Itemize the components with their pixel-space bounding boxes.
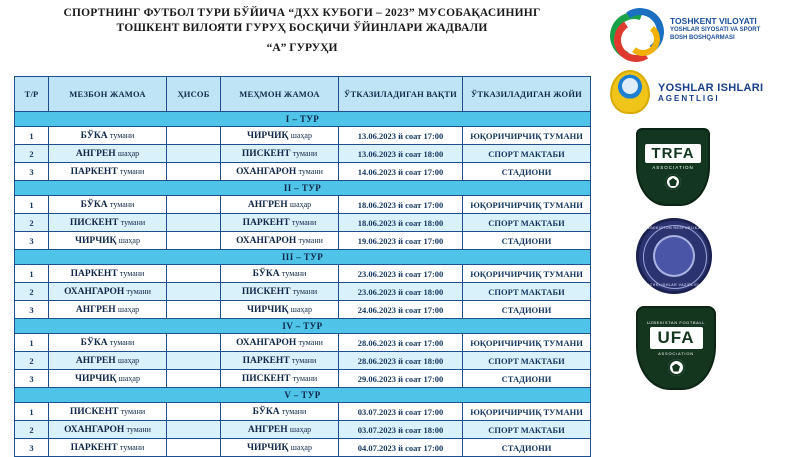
cell-no: 3 — [15, 232, 49, 250]
football-icon — [668, 359, 685, 376]
swoosh-icon — [610, 6, 662, 52]
page-title — [14, 6, 590, 54]
cell-away-team: БЎКА тумани — [221, 403, 339, 421]
table-row — [15, 214, 591, 232]
cell-score — [167, 145, 221, 163]
cell-away-team: АНГРЕН шаҳар — [221, 196, 339, 214]
cell-datetime: 29.06.2023 й соат 17:00 — [339, 370, 463, 388]
cell-score — [167, 265, 221, 283]
cell-place: СТАДИОНИ — [463, 370, 591, 388]
cell-home-team: ПАРКЕНТ тумани — [49, 265, 167, 283]
cell-score — [167, 403, 221, 421]
logo1-line-1: TOSHKENT VILOYATI — [670, 16, 757, 26]
ufa-top-label: UZBEKISTAN FOOTBALL — [646, 320, 706, 325]
cell-place: ЮҚОРИЧИРЧИҚ ТУМАНИ — [463, 334, 591, 352]
cell-away-team: ОХАНГАРОН тумани — [221, 163, 339, 181]
cell-home-team: БЎКА тумани — [49, 334, 167, 352]
table-row — [15, 421, 591, 439]
col-header-place: ЎТКАЗИЛАДИГАН ЖОЙИ — [463, 77, 591, 112]
logo2-line-2: AGENTLIGI — [658, 93, 720, 103]
table-header-row — [15, 77, 591, 112]
cell-home-team: АНГРЕН шаҳар — [49, 301, 167, 319]
round-header-row — [15, 388, 591, 403]
cell-away-team: ПИСКЕНТ тумани — [221, 370, 339, 388]
cell-no: 2 — [15, 352, 49, 370]
cell-datetime: 28.06.2023 й соат 17:00 — [339, 334, 463, 352]
cell-home-team: ОХАНГАРОН тумани — [49, 283, 167, 301]
cell-home-team: БЎКА тумани — [49, 196, 167, 214]
cell-away-team: ЧИРЧИҚ шаҳар — [221, 301, 339, 319]
logo-ufa — [636, 306, 716, 390]
cell-no: 3 — [15, 439, 49, 457]
cell-away-team: ПИСКЕНТ тумани — [221, 145, 339, 163]
logo-iib — [636, 218, 712, 294]
title-line-1: СПОРТНИНГ ФУТБОЛ ТУРИ БЎЙИЧА “ДХХ КУБОГИ – 2023” МУСОБАҚАСИНИНГ — [63, 7, 541, 19]
table-row — [15, 232, 591, 250]
logo-trfa — [636, 128, 710, 206]
football-icon — [665, 174, 681, 190]
cell-place: СТАДИОНИ — [463, 163, 591, 181]
cell-no: 1 — [15, 265, 49, 283]
table-body — [15, 112, 591, 457]
cell-no: 1 — [15, 334, 49, 352]
round-title: V – ТУР — [15, 388, 591, 403]
table-row — [15, 334, 591, 352]
cell-place: СПОРТ МАКТАБИ — [463, 421, 591, 439]
round-title: II – ТУР — [15, 181, 591, 196]
round-header-row — [15, 181, 591, 196]
ufa-band-label: UFA — [650, 327, 703, 349]
col-header-no: Т/Р — [15, 77, 49, 112]
cell-away-team: ПАРКЕНТ тумани — [221, 214, 339, 232]
cell-score — [167, 370, 221, 388]
round-header-row — [15, 112, 591, 127]
table-row — [15, 127, 591, 145]
logo1-line-3: BOSH BOSHQARMASI — [670, 35, 735, 41]
shield-icon — [636, 128, 710, 206]
cell-score — [167, 334, 221, 352]
shield-icon-ufa — [636, 306, 716, 390]
cell-no: 2 — [15, 145, 49, 163]
cell-no: 3 — [15, 163, 49, 181]
table-row — [15, 196, 591, 214]
table-row — [15, 301, 591, 319]
cell-datetime: 14.06.2023 й соат 17:00 — [339, 163, 463, 181]
iib-bottom-label: ICHKI ISHLAR VAZIRLIGI — [648, 283, 700, 287]
cell-home-team: ПАРКЕНТ тумани — [49, 439, 167, 457]
table-row — [15, 370, 591, 388]
cell-no: 2 — [15, 421, 49, 439]
cell-datetime: 13.06.2023 й соат 18:00 — [339, 145, 463, 163]
cell-datetime: 19.06.2023 й соат 17:00 — [339, 232, 463, 250]
cell-place: СТАДИОНИ — [463, 301, 591, 319]
logo-toshkent-viloyati-sport-boshqarmasi — [610, 6, 760, 52]
cell-away-team: БЎКА тумани — [221, 265, 339, 283]
cell-home-team: ПИСКЕНТ тумани — [49, 403, 167, 421]
cell-place: СТАДИОНИ — [463, 439, 591, 457]
cell-place: СПОРТ МАКТАБИ — [463, 283, 591, 301]
schedule-table — [14, 76, 591, 457]
cell-away-team: ЧИРЧИҚ шаҳар — [221, 127, 339, 145]
schedule-table-wrapper — [14, 76, 590, 457]
col-header-home: МЕЗБОН ЖАМОА — [49, 77, 167, 112]
cell-away-team: ОХАНГАРОН тумани — [221, 334, 339, 352]
cell-datetime: 23.06.2023 й соат 18:00 — [339, 283, 463, 301]
cell-place: СПОРТ МАКТАБИ — [463, 352, 591, 370]
trfa-sub-label: ASSOCIATION — [652, 165, 694, 170]
cell-home-team: ПАРКЕНТ тумани — [49, 163, 167, 181]
cell-score — [167, 352, 221, 370]
logo-column — [600, 0, 800, 450]
table-row — [15, 439, 591, 457]
police-emblem-icon — [636, 218, 712, 294]
col-header-datetime: ЎТКАЗИЛАДИГАН ВАҚТИ — [339, 77, 463, 112]
cell-away-team: ОХАНГАРОН тумани — [221, 232, 339, 250]
cell-no: 3 — [15, 370, 49, 388]
cell-place: ЮҚОРИЧИРЧИҚ ТУМАНИ — [463, 403, 591, 421]
cell-score — [167, 127, 221, 145]
cell-away-team: ПАРКЕНТ тумани — [221, 352, 339, 370]
cell-no: 1 — [15, 403, 49, 421]
cell-datetime: 03.07.2023 й соат 18:00 — [339, 421, 463, 439]
cell-score — [167, 301, 221, 319]
agency-emblem-icon — [610, 70, 650, 114]
cell-home-team: ОХАНГАРОН тумани — [49, 421, 167, 439]
cell-place: СТАДИОНИ — [463, 232, 591, 250]
cell-away-team: АНГРЕН шаҳар — [221, 421, 339, 439]
cell-home-team: БЎКА тумани — [49, 127, 167, 145]
cell-score — [167, 421, 221, 439]
cell-score — [167, 163, 221, 181]
cell-away-team: ПИСКЕНТ тумани — [221, 283, 339, 301]
ufa-sub-label: ASSOCIATION — [658, 351, 694, 356]
cell-datetime: 04.07.2023 й соат 17:00 — [339, 439, 463, 457]
table-row — [15, 352, 591, 370]
cell-datetime: 28.06.2023 й соат 18:00 — [339, 352, 463, 370]
cell-home-team: АНГРЕН шаҳар — [49, 352, 167, 370]
cell-datetime: 13.06.2023 й соат 17:00 — [339, 127, 463, 145]
col-header-score: ҲИСОБ — [167, 77, 221, 112]
cell-score — [167, 439, 221, 457]
table-row — [15, 283, 591, 301]
group-label: “А” ГУРУҲИ — [266, 42, 338, 54]
cell-score — [167, 232, 221, 250]
cell-home-team: ПИСКЕНТ тумани — [49, 214, 167, 232]
cell-no: 2 — [15, 283, 49, 301]
cell-home-team: ЧИРЧИҚ шаҳар — [49, 370, 167, 388]
cell-away-team: ЧИРЧИҚ шаҳар — [221, 439, 339, 457]
iib-top-label: O‘ZBEKISTON RESPUBLIKASI — [643, 226, 705, 230]
cell-score — [167, 214, 221, 232]
logo1-line-2: YOSHLAR SIYOSATI VA SPORT — [670, 27, 761, 33]
cell-datetime: 03.07.2023 й соат 17:00 — [339, 403, 463, 421]
cell-home-team: ЧИРЧИҚ шаҳар — [49, 232, 167, 250]
cell-no: 1 — [15, 127, 49, 145]
cell-datetime: 18.06.2023 й соат 18:00 — [339, 214, 463, 232]
table-row — [15, 265, 591, 283]
cell-score — [167, 196, 221, 214]
cell-no: 1 — [15, 196, 49, 214]
cell-datetime: 23.06.2023 й соат 17:00 — [339, 265, 463, 283]
col-header-away: МЕҲМОН ЖАМОА — [221, 77, 339, 112]
trfa-band-label: TRFA — [645, 144, 700, 163]
round-title: I – ТУР — [15, 112, 591, 127]
cell-datetime: 18.06.2023 й соат 17:00 — [339, 196, 463, 214]
logo2-line-1: YOSHLAR ISHLARI — [658, 81, 764, 94]
title-line-2: ТОШКЕНТ ВИЛОЯТИ ГУРУҲ БОСҚИЧИ ЎЙИНЛАРИ ЖАДВАЛИ — [116, 22, 488, 34]
cell-place: ЮҚОРИЧИРЧИҚ ТУМАНИ — [463, 127, 591, 145]
round-title: IV – ТУР — [15, 319, 591, 334]
cell-no: 3 — [15, 301, 49, 319]
cell-place: СПОРТ МАКТАБИ — [463, 214, 591, 232]
table-row — [15, 163, 591, 181]
cell-place: ЮҚОРИЧИРЧИҚ ТУМАНИ — [463, 196, 591, 214]
table-row — [15, 145, 591, 163]
cell-datetime: 24.06.2023 й соат 17:00 — [339, 301, 463, 319]
logo-yoshlar-ishlari-agentligi — [610, 70, 763, 114]
round-header-row — [15, 250, 591, 265]
cell-home-team: АНГРЕН шаҳар — [49, 145, 167, 163]
round-title: III – ТУР — [15, 250, 591, 265]
cell-no: 2 — [15, 214, 49, 232]
round-header-row — [15, 319, 591, 334]
cell-place: СПОРТ МАКТАБИ — [463, 145, 591, 163]
cell-score — [167, 283, 221, 301]
cell-place: ЮҚОРИЧИРЧИҚ ТУМАНИ — [463, 265, 591, 283]
table-row — [15, 403, 591, 421]
